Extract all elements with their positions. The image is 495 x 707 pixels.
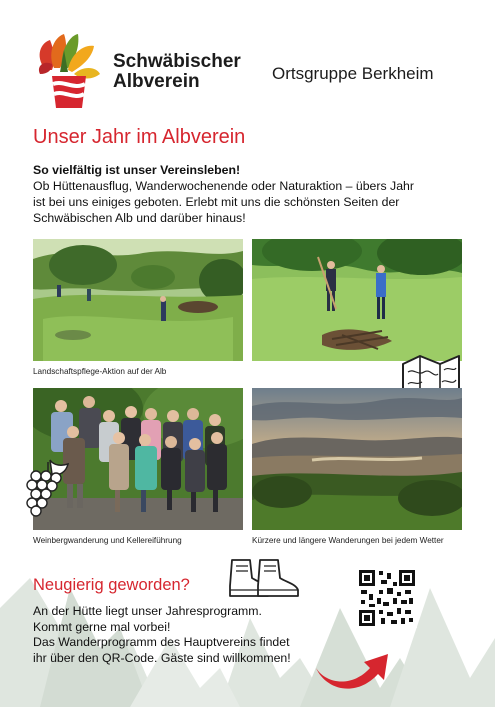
intro-line-1: Ob Hüttenausflug, Wanderwochenende oder Naturaktion – übers Jahr [33,179,414,193]
org-name [113,52,241,92]
org-name-line-2: Albverein [113,71,200,92]
photo-landscape-work [33,239,243,361]
intro-headline: So vielfältig ist unser Vereinsleben! [33,163,241,177]
albverein-logo [34,30,104,112]
photo-sunset-hike [252,388,462,530]
qr-code[interactable] [357,568,417,628]
curved-arrow-icon [312,628,392,692]
hiking-boots-icon [226,556,306,600]
caption-sunset-hike: Kürzere und längere Wanderungen bei jedem Wetter [252,536,444,545]
page-title: Unser Jahr im Albverein [33,126,246,148]
grapes-icon [20,456,76,518]
photo-volunteers-with-tools [252,239,462,361]
caption-landscape-work: Landschaftspflege-Aktion auf der Alb [33,367,167,376]
cta-line-1: An der Hütte liegt unser Jahresprogramm. [33,604,262,618]
cta-line-4: ihr über den QR-Code. Gäste sind willkommen! [33,650,291,665]
intro-line-3: Schwäbischen Alb und darüber hinaus! [33,211,246,225]
cta-title: Neugierig geworden? [33,576,190,594]
cta-line-2: Kommt gerne mal vorbei! [33,619,171,634]
cta-text [33,604,333,666]
org-name-line-1: Schwäbischer [113,51,241,72]
group-name: Ortsgruppe Berkheim [272,64,434,83]
intro-line-2: ist bei uns einiges geboten. Erlebt mit uns die schönsten Seiten der [33,195,400,209]
cta-line-3: Das Wanderprogramm des Hauptvereins findet [33,635,290,649]
intro-text [33,162,453,226]
caption-group-vineyard: Weinbergwanderung und Kellereiführung [33,536,182,545]
